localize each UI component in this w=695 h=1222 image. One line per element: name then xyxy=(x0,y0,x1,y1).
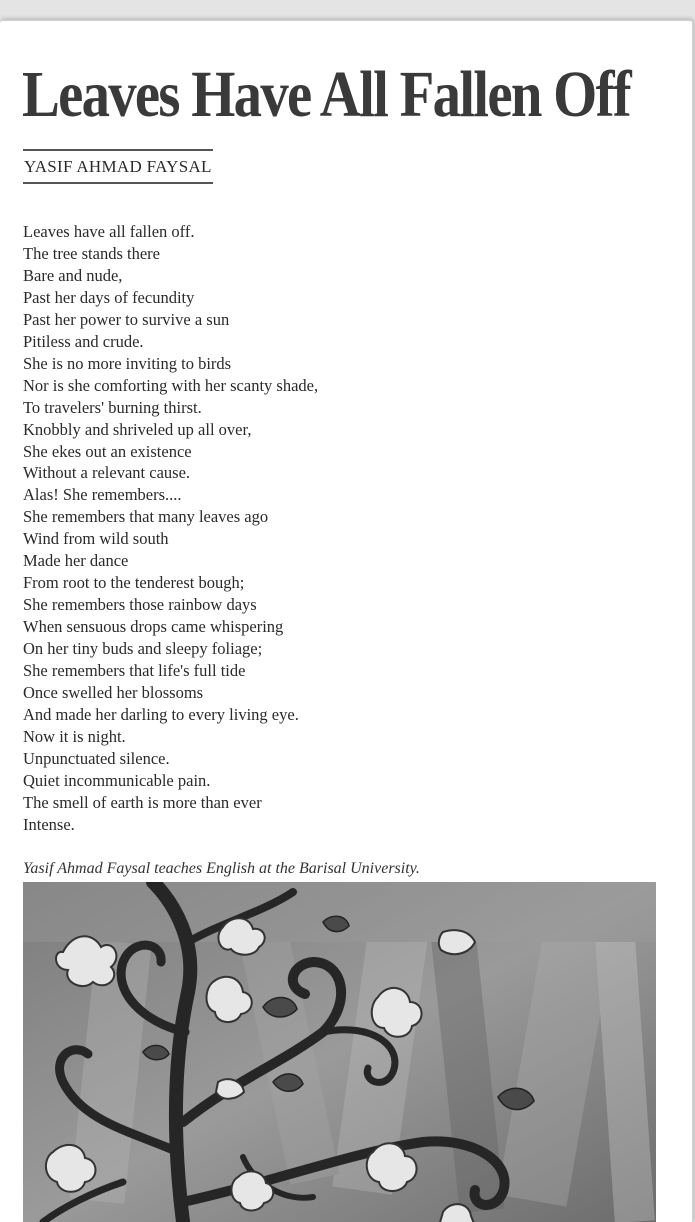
poem-line: And made her darling to every living eye. xyxy=(23,704,299,724)
poem-line: On her tiny buds and sleepy foliage; xyxy=(23,639,263,659)
poem-line: She remembers that many leaves ago xyxy=(23,507,269,527)
poem-line: She remembers those rainbow days xyxy=(23,595,257,615)
poem-line: Now it is night. xyxy=(23,726,126,746)
poem-line: The smell of earth is more than ever xyxy=(23,792,262,812)
poem-line: She remembers that life's full tide xyxy=(23,661,246,681)
poem-line: Past her power to survive a sun xyxy=(23,309,230,329)
poem-line: To travelers' burning thirst. xyxy=(23,397,202,417)
poem-line: Bare and nude, xyxy=(23,265,123,285)
painting-svg xyxy=(23,882,656,1222)
tree-painting-illustration xyxy=(23,882,656,1222)
poem-line: Wind from wild south xyxy=(23,529,169,549)
poem-line: Leaves have all fallen off. xyxy=(23,222,195,241)
poem-line: Made her dance xyxy=(23,551,129,571)
poem-line: Intense. xyxy=(23,814,75,834)
poem-line: Knobbly and shriveled up all over, xyxy=(23,419,252,439)
poem-body xyxy=(23,221,318,836)
poem-line: Once swelled her blossoms xyxy=(23,683,204,703)
poem-line: The tree stands there xyxy=(23,243,160,263)
poem-line: Nor is she comforting with her scanty shade, xyxy=(23,375,319,395)
poem-line: Quiet incommunicable pain. xyxy=(23,770,211,790)
poem-line: Past her days of fecundity xyxy=(23,287,195,307)
poem-line: Without a relevant cause. xyxy=(23,463,191,483)
poem-line: Unpunctuated silence. xyxy=(23,748,170,768)
article-page xyxy=(0,20,693,1222)
author-byline: YASIF AHMAD FAYSAL xyxy=(23,149,213,184)
poem-line: She is no more inviting to birds xyxy=(23,353,232,373)
poem-line: She ekes out an existence xyxy=(23,441,192,461)
poem-line: Alas! She remembers.... xyxy=(23,485,182,505)
poem-line: From root to the tenderest bough; xyxy=(23,573,245,593)
poem-line: Pitiless and crude. xyxy=(23,331,144,351)
poem-line: When sensuous drops came whispering xyxy=(23,617,284,637)
article-title: Leaves Have All Fallen Off xyxy=(22,58,630,131)
author-bio: Yasif Ahmad Faysal teaches English at the Barisal University. xyxy=(23,860,420,877)
